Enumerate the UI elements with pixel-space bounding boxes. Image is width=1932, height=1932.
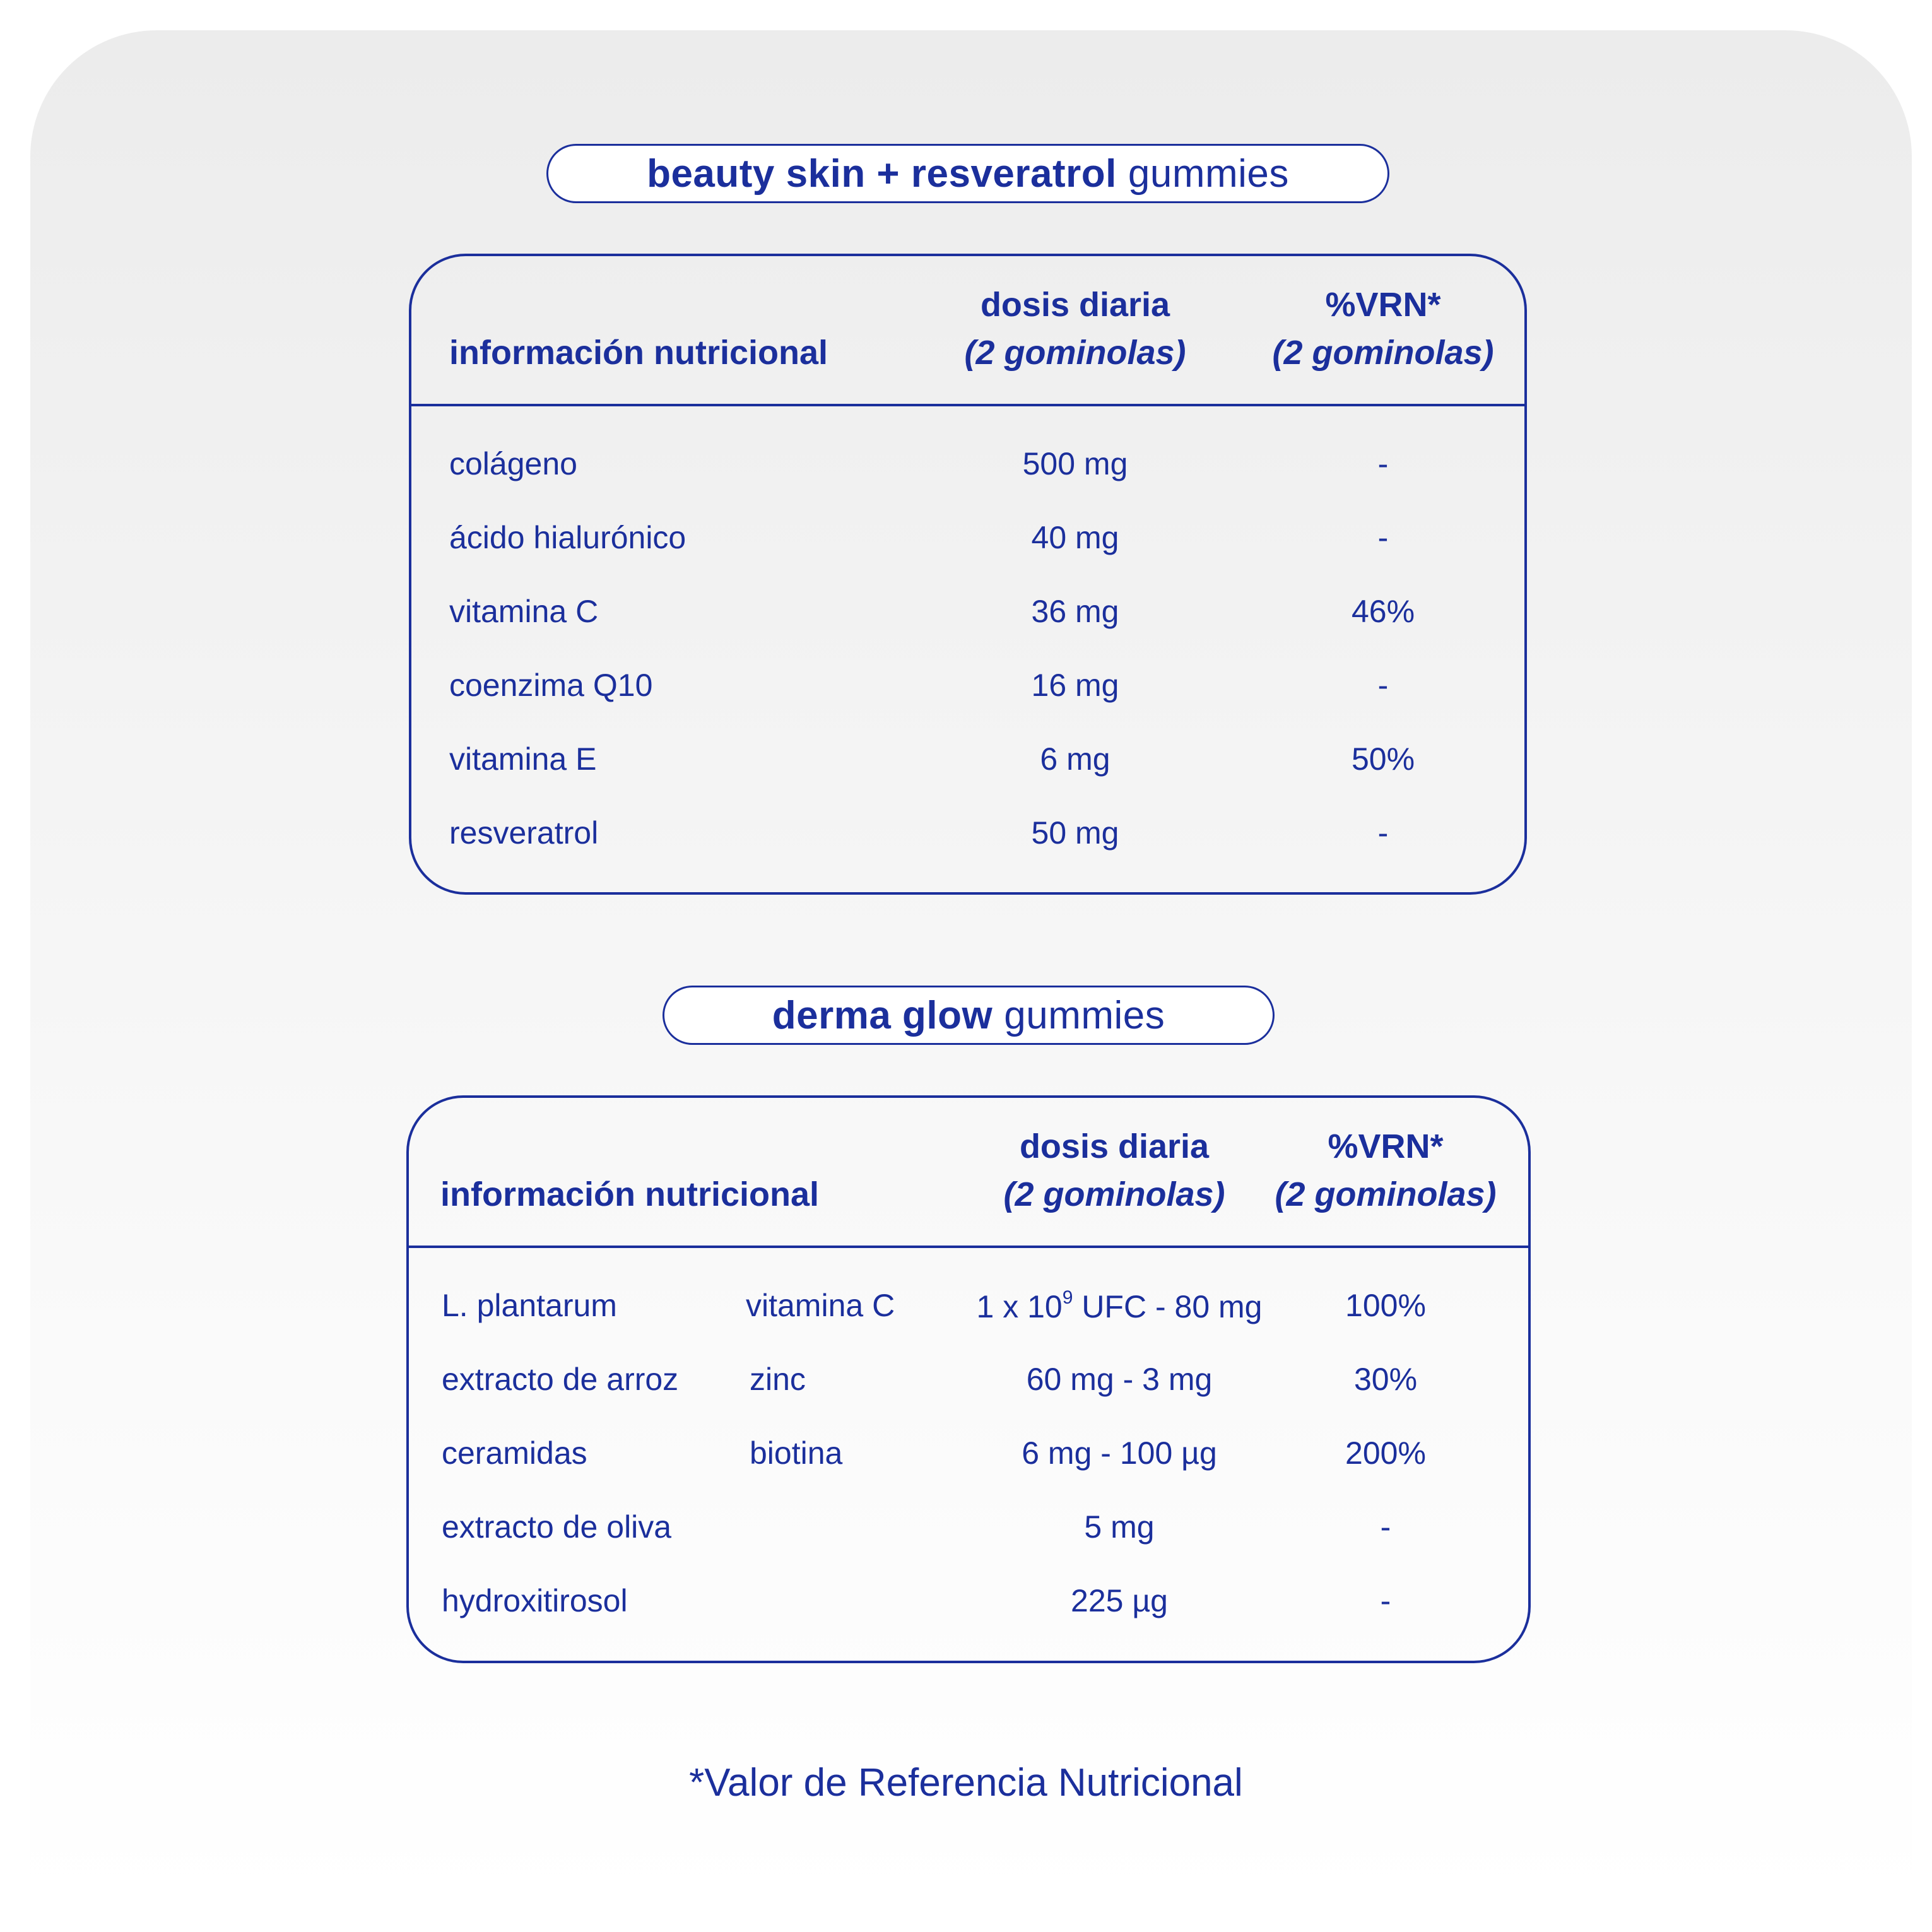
- row-dose: 36 mg: [1031, 594, 1119, 629]
- header-dose-line1: dosis diaria: [1019, 1128, 1210, 1165]
- row-dose: 50 mg: [1031, 815, 1119, 851]
- row-dose: 5 mg: [1084, 1509, 1155, 1545]
- row-name: colágeno: [449, 446, 577, 481]
- header-divider: [409, 1246, 1528, 1248]
- header-dose-line1: dosis diaria: [980, 286, 1170, 324]
- row-dose: 60 mg - 3 mg: [1026, 1362, 1213, 1397]
- header-dose-line2: (2 gominolas): [1003, 1175, 1225, 1213]
- row-dose: 500 mg: [1022, 446, 1128, 481]
- nutrition-table-2: [406, 1095, 1531, 1663]
- row-dose: 6 mg - 100 µg: [1022, 1435, 1217, 1471]
- row-vrn: -: [1377, 815, 1389, 851]
- header-divider: [411, 404, 1524, 406]
- row-vrn: 50%: [1351, 741, 1415, 777]
- row-vrn: -: [1377, 668, 1389, 703]
- row-name: extracto de oliva: [442, 1509, 672, 1545]
- row-vrn: -: [1380, 1583, 1391, 1618]
- product-title-pill-2: [663, 986, 1275, 1045]
- header-dose-line2: (2 gominolas): [964, 334, 1186, 372]
- row-name: ceramidas: [442, 1435, 587, 1471]
- product-type: gummies: [1004, 993, 1165, 1037]
- row-dose: 16 mg: [1031, 668, 1119, 703]
- row-vrn: 100%: [1345, 1288, 1426, 1323]
- nutrition-table-1: [409, 254, 1527, 895]
- row-name-secondary: biotina: [750, 1435, 843, 1471]
- header-vrn-line2: (2 gominolas): [1275, 1175, 1497, 1213]
- row-dose: 6 mg: [1040, 741, 1110, 777]
- row-name-secondary: vitamina C: [746, 1288, 895, 1323]
- product-title-pill-1: [546, 144, 1389, 203]
- row-name: coenzima Q10: [449, 668, 653, 703]
- row-vrn: -: [1377, 446, 1389, 481]
- row-dose: 1 x $10^9$ UFC - 80 mg: [976, 1287, 1263, 1324]
- product-name-bold: derma glow: [772, 993, 993, 1037]
- header-vrn-line1: %VRN*: [1328, 1128, 1444, 1165]
- row-name: vitamina E: [449, 741, 597, 777]
- row-dose: 225 µg: [1071, 1583, 1168, 1618]
- row-name-secondary: zinc: [750, 1362, 806, 1397]
- row-dose: 40 mg: [1031, 520, 1119, 555]
- row-name: vitamina C: [449, 594, 599, 629]
- header-label: información nutricional: [440, 1175, 820, 1213]
- row-name: resveratrol: [449, 815, 599, 851]
- row-name: ácido hialurónico: [449, 520, 686, 555]
- product-name-bold: beauty skin + resveratrol: [647, 151, 1117, 196]
- row-name: L. plantarum: [442, 1288, 617, 1323]
- row-vrn: -: [1377, 520, 1389, 555]
- header-vrn-line1: %VRN*: [1325, 286, 1441, 324]
- row-name: hydroxitirosol: [442, 1583, 628, 1618]
- header-vrn-line2: (2 gominolas): [1272, 334, 1494, 372]
- row-vrn: 46%: [1351, 594, 1415, 629]
- header-label: información nutricional: [449, 334, 828, 372]
- row-vrn: -: [1380, 1509, 1391, 1545]
- row-vrn: 200%: [1345, 1435, 1426, 1471]
- product-type: gummies: [1128, 151, 1289, 196]
- footnote: *Valor de Referencia Nutricional: [689, 1761, 1243, 1805]
- row-vrn: 30%: [1353, 1362, 1418, 1397]
- row-name: extracto de arroz: [442, 1362, 679, 1397]
